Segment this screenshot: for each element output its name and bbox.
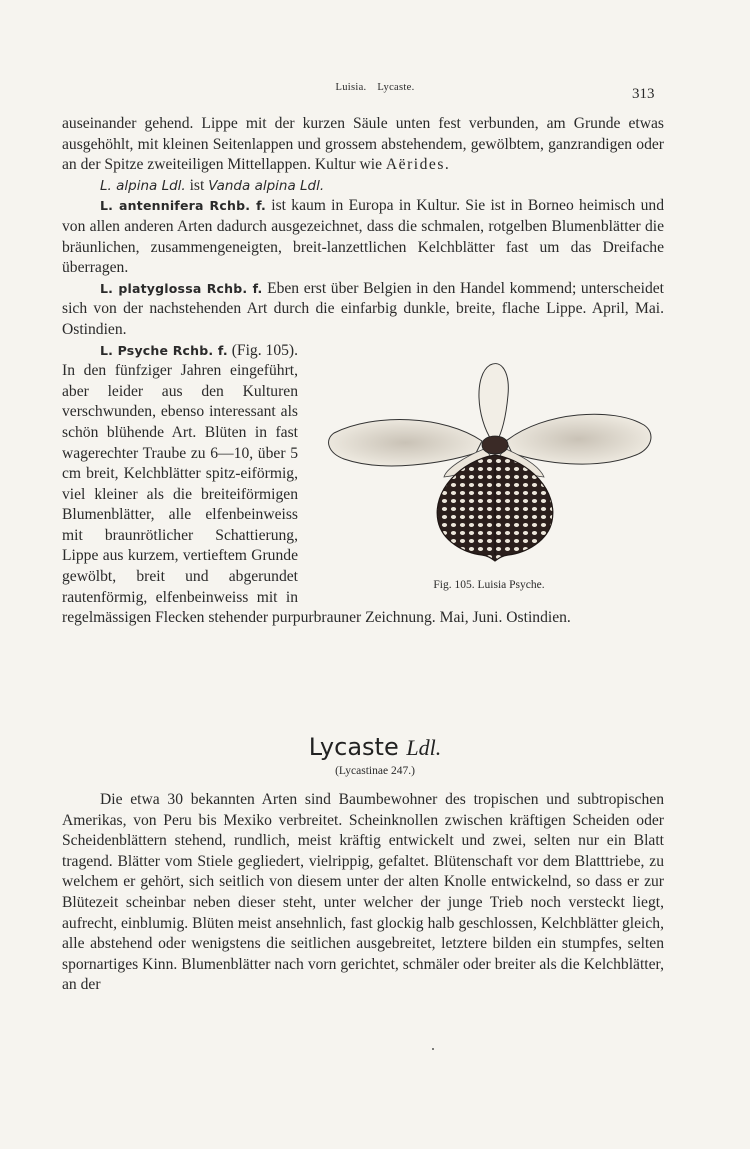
- page-number: 313: [632, 86, 655, 102]
- genus-reference: Aërides.: [385, 156, 451, 174]
- genus-title: Lycaste: [308, 733, 399, 761]
- figure-caption: Fig. 105. Luisia Psyche.: [433, 578, 545, 591]
- paragraph-text: ist: [185, 176, 209, 194]
- paragraph-continuation: [62, 114, 664, 176]
- synonym-name: Vanda alpina Ldl.: [208, 177, 325, 194]
- genus-author: Ldl.: [406, 735, 442, 760]
- text-block-top: [62, 114, 664, 629]
- print-speck: [432, 1048, 434, 1050]
- paragraph-text: (Fig. 105). In den fünfziger Jahren eingeführt, aber leider aus den Kulturen verschwunden, ebenso interessant als schön blühende Art. Blüten in fast wagerechter Traube zu 6—10, über 5 cm breit, Kelchblätter spitz-eiförmig, viel kleiner als die breiteiförmigen Blumenblätter, alle elfenbeinweiss mit braunrötlicher Schattierung, Lippe aus kurzem, vertieftem Grunde gewölbt, breit und abgerundet rautenförmig, elfenbeinweiss mit in regelmässigen Flecken stehender purpurbrauner Zeichnung. Mai, Juni. Ostindien.: [62, 341, 571, 627]
- paragraph-platyglossa: [62, 279, 664, 341]
- paragraph-lycaste: Die etwa 30 bekannten Arten sind Baumbewohner des tropischen und subtropischen Amerikas, von Peru bis Mexiko verbreitet. Scheinknollen zwischen kräftigen Scheiden oder Scheidenblättern stehend, rundlich, meist kräftig entwickelt und zwei, selten nur ein Blatt tragend. Blätter vom Stiele gegliedert, vielrippig, gefaltet. Blütenschaft vor dem Blatttriebe, zu welchem er gehört, sich seitlich von diesem unter der alten Knolle entwickelnd, so dass er zur Blütezeit scheinbar neben dieser steht, unter welcher der junge Trieb noch versteckt liegt, aufrecht, einblumig. Blüten meist ansehnlich, fast glockig halb geschlossen, Kelchblätter gleich, alle abstehend oder wenigstens die seitlichen ausgebreitet, letztere bilden ein stumpfes, selten spornartiges Kinn. Blumenblätter nach vorn gerichtet, schmäler oder breiter als die Kelchblätter, an der: [62, 791, 664, 994]
- text-block-bottom: [62, 790, 664, 996]
- paragraph-text: auseinander gehend. Lippe mit der kurzen Säule unten fest verbunden, am Grunde etwas ausgehöhlt, mit kleinen Seitenlappen und grossem abstehendem, gewölbtem, ganzrandigen oder an der Spitze zweiteiligen Mittellappen. Kultur wie: [62, 115, 664, 174]
- orchid-illustration: [314, 345, 664, 575]
- species-name: L. antennifera Rchb. f.: [100, 198, 266, 214]
- figure-luisia-psyche: [314, 345, 664, 602]
- section-title: [0, 733, 750, 761]
- paragraph-antennifera: [62, 196, 664, 278]
- running-head-left: Luisia.: [335, 82, 367, 93]
- section-subtitle: (Lycastinae 247.): [335, 765, 415, 777]
- running-head-right: Lycaste.: [377, 82, 415, 93]
- paragraph-alpina: [62, 176, 664, 197]
- species-name: L. platyglossa Rchb. f.: [100, 280, 263, 296]
- species-name: L. alpina Ldl.: [100, 177, 186, 194]
- species-name: L. Psyche Rchb. f.: [100, 342, 228, 358]
- paragraph-text: Eben erst über Belgien in den Handel kommend; unterscheidet sich von der nachstehenden Art durch die einfarbig dunkle, breite, flache Lippe. April, Mai. Ostindien.: [62, 279, 664, 338]
- paragraph-text: ist kaum in Europa in Kultur. Sie ist in Borneo heimisch und von allen anderen Arten dadurch ausgezeichnet, dass die schmalen, rotgelben Blumenblätter die bräunlichen, zusammengeneigten, breit-lanzettlichen Kelchblätter fast um das Dreifache überragen.: [62, 197, 664, 277]
